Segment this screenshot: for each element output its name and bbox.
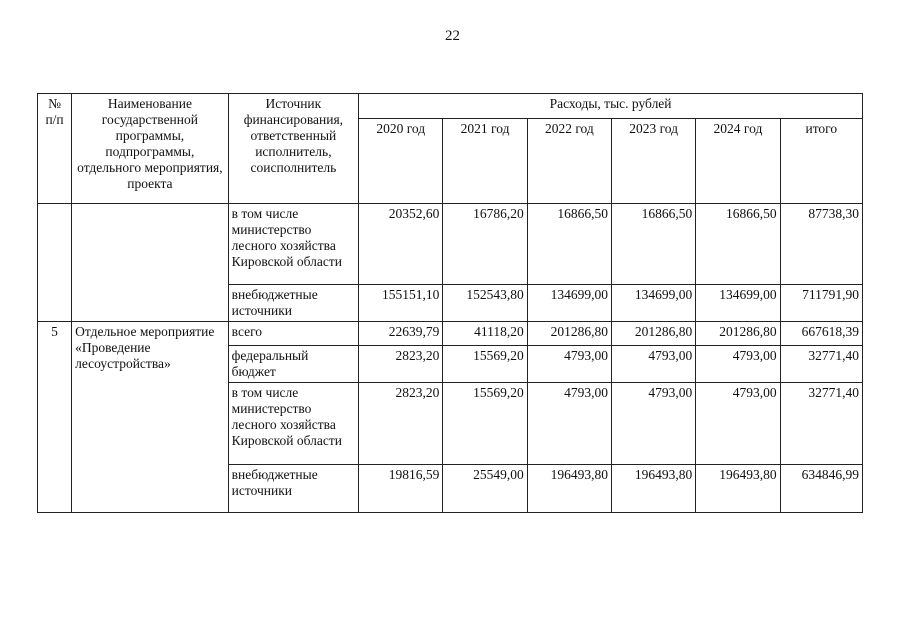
value-cell: 16866,50 bbox=[612, 204, 696, 285]
header-year: 2021 год bbox=[443, 119, 527, 204]
row-source: всего bbox=[228, 322, 358, 346]
value-cell: 4793,00 bbox=[527, 346, 611, 383]
value-cell: 25549,00 bbox=[443, 465, 527, 513]
row-source: федеральный бюджет bbox=[228, 346, 358, 383]
total-cell: 667618,39 bbox=[780, 322, 862, 346]
value-cell: 41118,20 bbox=[443, 322, 527, 346]
value-cell: 134699,00 bbox=[696, 285, 780, 322]
value-cell: 16866,50 bbox=[527, 204, 611, 285]
value-cell: 2823,20 bbox=[359, 383, 443, 465]
value-cell: 201286,80 bbox=[527, 322, 611, 346]
value-cell: 155151,10 bbox=[359, 285, 443, 322]
total-cell: 32771,40 bbox=[780, 383, 862, 465]
value-cell: 15569,20 bbox=[443, 383, 527, 465]
value-cell: 16866,50 bbox=[696, 204, 780, 285]
total-cell: 634846,99 bbox=[780, 465, 862, 513]
value-cell: 19816,59 bbox=[359, 465, 443, 513]
value-cell: 152543,80 bbox=[443, 285, 527, 322]
total-cell: 711791,90 bbox=[780, 285, 862, 322]
row-source: в том числе министерство лесного хозяйства Кировской области bbox=[228, 383, 358, 465]
total-cell: 32771,40 bbox=[780, 346, 862, 383]
row-num: 5 bbox=[38, 322, 72, 513]
value-cell: 15569,20 bbox=[443, 346, 527, 383]
row-name: Отдельное мероприятие «Проведение лесоустройства» bbox=[72, 322, 229, 513]
header-source: Источник финансирования, ответственный исполнитель, соисполнитель bbox=[228, 94, 358, 204]
value-cell: 196493,80 bbox=[696, 465, 780, 513]
value-cell: 16786,20 bbox=[443, 204, 527, 285]
value-cell: 20352,60 bbox=[359, 204, 443, 285]
table-row bbox=[38, 322, 863, 346]
row-name bbox=[72, 204, 229, 322]
value-cell: 4793,00 bbox=[527, 383, 611, 465]
value-cell: 4793,00 bbox=[696, 383, 780, 465]
header-total: итого bbox=[780, 119, 862, 204]
header-year: 2020 год bbox=[359, 119, 443, 204]
budget-table bbox=[37, 93, 863, 513]
value-cell: 4793,00 bbox=[612, 383, 696, 465]
value-cell: 134699,00 bbox=[527, 285, 611, 322]
page-number: 22 bbox=[445, 28, 460, 44]
row-source: внебюджетные источники bbox=[228, 285, 358, 322]
header-expenses: Расходы, тыс. рублей bbox=[359, 94, 863, 119]
value-cell: 201286,80 bbox=[696, 322, 780, 346]
header-year: 2023 год bbox=[612, 119, 696, 204]
header-year: 2022 год bbox=[527, 119, 611, 204]
row-source: в том числе министерство лесного хозяйства Кировской области bbox=[228, 204, 358, 285]
value-cell: 2823,20 bbox=[359, 346, 443, 383]
value-cell: 196493,80 bbox=[612, 465, 696, 513]
header-name: Наименование государственной программы, подпрограммы, отдельного мероприятия, проекта bbox=[72, 94, 229, 204]
header-row-1 bbox=[38, 94, 863, 119]
value-cell: 134699,00 bbox=[612, 285, 696, 322]
value-cell: 201286,80 bbox=[612, 322, 696, 346]
table-row bbox=[38, 204, 863, 285]
row-num bbox=[38, 204, 72, 322]
value-cell: 22639,79 bbox=[359, 322, 443, 346]
value-cell: 4793,00 bbox=[612, 346, 696, 383]
row-source: внебюджетные источники bbox=[228, 465, 358, 513]
value-cell: 196493,80 bbox=[527, 465, 611, 513]
header-num: № п/п bbox=[38, 94, 72, 204]
header-year: 2024 год bbox=[696, 119, 780, 204]
total-cell: 87738,30 bbox=[780, 204, 862, 285]
value-cell: 4793,00 bbox=[696, 346, 780, 383]
